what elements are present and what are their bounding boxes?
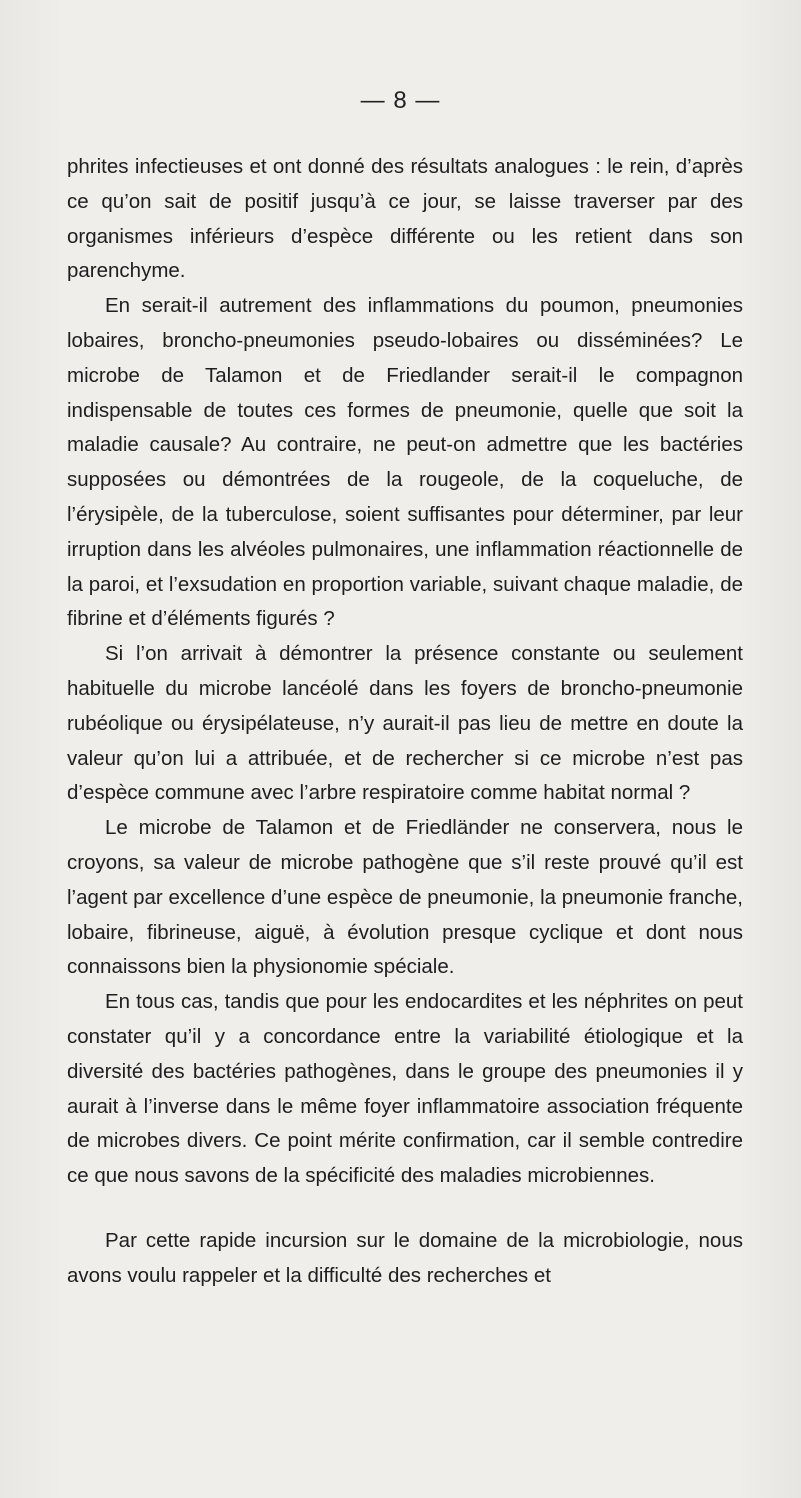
- page-number: — 8 —: [360, 87, 441, 114]
- paragraph-talamon-friedlander: Le microbe de Talamon et de Friedländer ne conservera, nous le croyons, sa valeur de microbe pathogène que s’il reste prouvé qu’il est l’agent par excellence d’une espèce de pneumonie, la pneumonie franche, lobaire, fibrineuse, aiguë, à évolution presque cyclique et dont nous connaissons bien la physionomie spéciale.: [67, 816, 743, 979]
- paragraph-continuation: phrites infectieuses et ont donné des résultats analogues : le rein, d’après ce qu’on sait de positif jusqu’à ce jour, se laisse traverser par des organismes inférieurs d’espèce différente ou les retient dans son parenchyme.: [67, 155, 743, 283]
- body-text: [67, 150, 743, 1294]
- paragraph-inflammations: En serait-il autrement des inflammations du poumon, pneumonies lobaires, broncho-pneumonies pseudo-lobaires ou disséminées? Le microbe de Talamon et de Friedlander serait-il le compagnon indispensable de toutes ces formes de pneumonie, quelle que soit la maladie causale? Au contraire, ne peut-on admettre que les bactéries supposées ou démontrées de la rougeole, de la coqueluche, de l’érysipèle, de la tuberculose, soient suffisantes pour déterminer, par leur irruption dans les alvéoles pulmonaires, une inflammation réactionnelle de la paroi, et l’exsudation en proportion variable, suivant chaque maladie, de fibrine et d’éléments figurés ?: [67, 294, 743, 631]
- paragraph-microbe-lanceole: Si l’on arrivait à démontrer la présence constante ou seulement habituelle du microbe lancéolé dans les foyers de broncho-pneumonie rubéolique ou érysipélateuse, n’y aurait-il pas lieu de mettre en doute la valeur qu’on lui a attribuée, et de rechercher si ce microbe n’est pas d’espèce commune avec l’arbre respiratoire comme habitat normal ?: [67, 642, 743, 805]
- paragraph-conclusion: Par cette rapide incursion sur le domaine de la microbiologie, nous avons voulu rappeler et la difficulté des recherches et: [67, 1228, 743, 1287]
- paragraph-endocardites: En tous cas, tandis que pour les endocardites et les néphrites on peut constater qu’il y a concordance entre la variabilité étiologique et la diversité des bactéries pathogènes, dans le groupe des pneumonies il y aurait à l’inverse dans le même foyer inflammatoire association fréquente de microbes divers. Ce point mérite confirmation, car il semble contredire ce que nous savons de la spécificité des maladies microbiennes.: [67, 990, 743, 1188]
